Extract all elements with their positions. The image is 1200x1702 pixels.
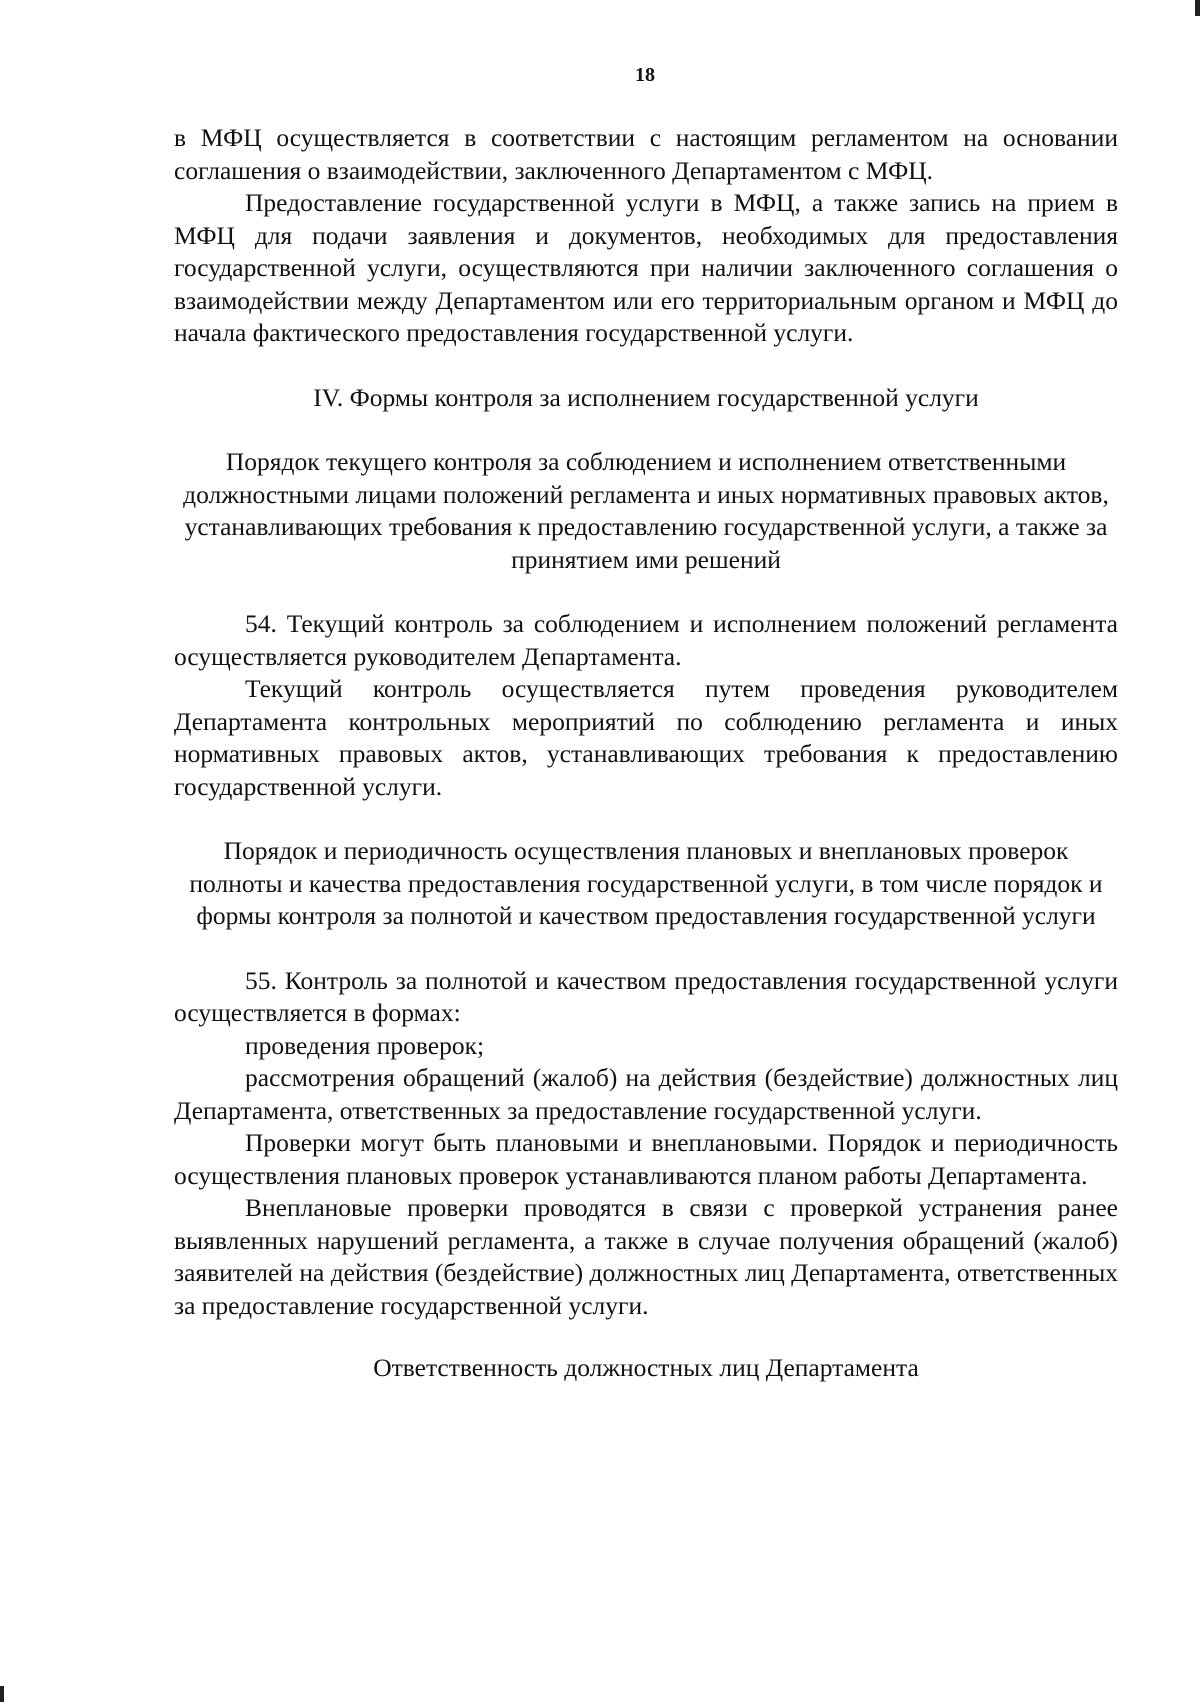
subheading-inspections: Порядок и периодичность осуществления плановых и внеплановых проверок полноты и качества предоставления государственной услуги, в том числе порядок и формы контроля за полнотой и качеством предоставления государственной услуги	[189, 836, 1103, 930]
list-item-complaints: рассмотрения обращений (жалоб) на действия (бездействие) должностных лиц Департамента, ответственных за предоставление государственной услуги.	[174, 1063, 1118, 1125]
document-body	[174, 122, 1118, 1385]
paragraph-planned-checks: Проверки могут быть плановыми и внеплановыми. Порядок и периодичность осуществления плановых проверок устанавливаются планом работы Департамента.	[174, 1128, 1118, 1190]
paragraph-54: 54. Текущий контроль за соблюдением и исполнением положений регламента осуществляется руководителем Департамента.	[174, 609, 1118, 671]
subheading-responsibility: Ответственность должностных лиц Департамента	[373, 1353, 919, 1382]
paragraph-mfc-service: Предоставление государственной услуги в МФЦ, а также запись на прием в МФЦ для подачи заявления и документов, необходимых для предоставления государственной услуги, осуществляются при наличии заключенного соглашения о взаимодействии между Департаментом или его территориальным органом и МФЦ до начала фактического предоставления государственной услуги.	[174, 188, 1118, 347]
section-heading-iv: IV. Формы контроля за исполнением государственной услуги	[313, 382, 979, 412]
scan-mark-top-right	[1195, 0, 1200, 16]
paragraph-current-control: Текущий контроль осуществляется путем проведения руководителем Департамента контрольных мероприятий по соблюдению регламента и иных нормативных правовых актов, устанавливающих требования к предоставлению государственной услуги.	[174, 674, 1118, 801]
subheading-current-control: Порядок текущего контроля за соблюдением и исполнением ответственными должностными лицами положений регламента и иных нормативных правовых актов, устанавливающих требования к предоставлению государственной услуги, а также за принятием ими решений	[183, 447, 1109, 574]
page-number: 18	[635, 64, 655, 86]
paragraph-55: 55. Контроль за полнотой и качеством предоставления государственной услуги осуществляется в формах:	[174, 965, 1118, 1027]
list-item-inspections: проведения проверок;	[245, 1030, 485, 1060]
scan-mark-bottom-left	[0, 1686, 4, 1702]
paragraph-mfc-regulation: в МФЦ осуществляется в соответствии с настоящим регламентом на основании соглашения о взаимодействии, заключенного Департаментом с МФЦ.	[174, 123, 1118, 185]
paragraph-unplanned-checks: Внеплановые проверки проводятся в связи с проверкой устранения ранее выявленных нарушений регламента, а также в случае получения обращений (жалоб) заявителей на действия (бездействие) должностных лиц Департамента, ответственных за предоставление государственной услуги.	[174, 1193, 1118, 1320]
